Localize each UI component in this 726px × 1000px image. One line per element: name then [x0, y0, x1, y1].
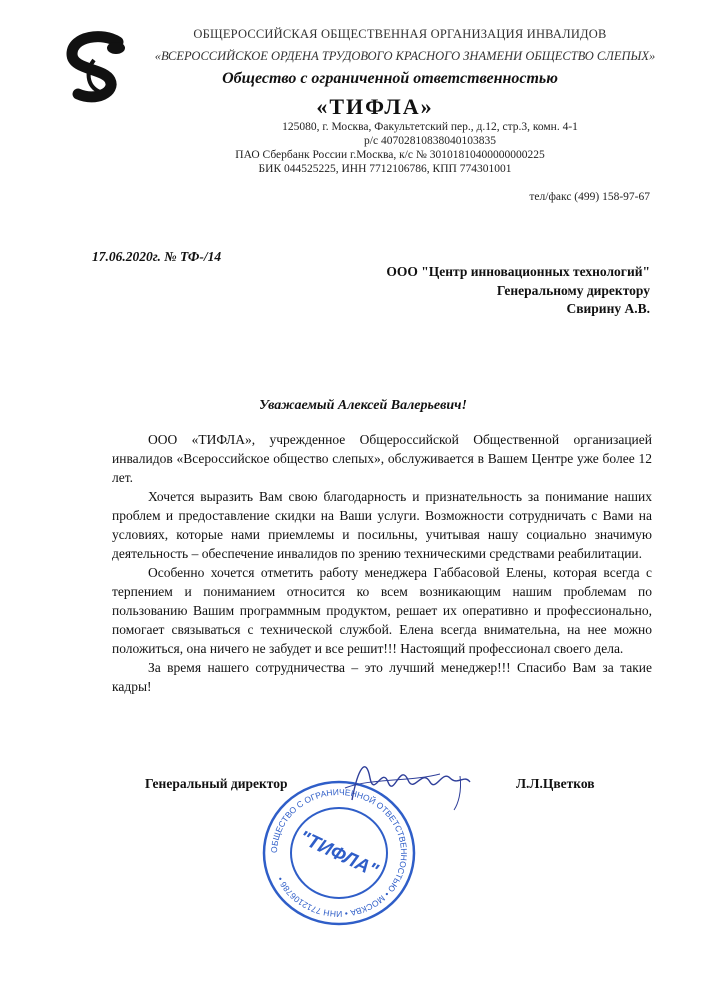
letter-reference: 17.06.2020г. № ТФ-/14	[92, 249, 222, 264]
stamp-ring-text: ОБЩЕСТВО С ОГРАНИЧЕННОЙ ОТВЕТСТВЕННОСТЬЮ • МОСКВА • ИНН 7712106786 •	[268, 786, 410, 920]
company-address: 125080, г. Москва, Факультетский пер., д.12, стр.3, комн. 4-1	[282, 121, 578, 133]
paragraph: За время нашего сотрудничества – это лучший менеджер!!! Спасибо Вам за такие кадры!	[112, 660, 652, 694]
recipient-company: ООО "Центр инновационных технологий"	[386, 264, 650, 279]
org-line-1: ОБЩЕРОССИЙСКАЯ ОБЩЕСТВЕННАЯ ОРГАНИЗАЦИЯ ИНВАЛИДОВ	[193, 27, 607, 41]
recipient-position: Генеральному директору	[496, 283, 650, 298]
company-name: «ТИФЛА»	[316, 94, 434, 119]
tax-ids: БИК 044525225, ИНН 7712106786, КПП 774301001	[258, 163, 512, 175]
handwritten-signature	[330, 748, 490, 818]
recipient-name: Свирину А.В.	[566, 301, 650, 316]
stamp-center-text: "ТИФЛА"	[295, 827, 382, 882]
bank-details: ПАО Сбербанк России г.Москва, к/с № 30101810400000000225	[235, 149, 545, 161]
phone-fax: тел/факс (499) 158-97-67	[529, 191, 650, 203]
paragraph: Хочется выразить Вам свою благодарность и признательность за понимание наших проблем и предоставление скидки на Ваши услуги. Возможности сотрудничать с Вами на условиях, которые нами приемлемы и посильны, учитывая нашу социально значимую деятельность – обеспечение инвалидов по зрению техническими средствами реабилитации.	[112, 489, 652, 561]
company-type: Общество с ограниченной ответственностью	[222, 70, 558, 87]
org-line-2: «ВСЕРОССИЙСКОЕ ОРДЕНА ТРУДОВОГО КРАСНОГО ЗНАМЕНИ ОБЩЕСТВО СЛЕПЫХ»	[154, 49, 656, 63]
letter-body	[112, 430, 652, 696]
greeting: Уважаемый Алексей Валерьевич!	[259, 398, 467, 413]
paragraph: Особенно хочется отметить работу менеджера Габбасовой Елены, которая всегда с терпением и пониманием относится ко всем возникающим нашим проблемам по пользованию Вашим программным продуктом, решает их оперативно и профессионально, помогает связываться с технической службой. Елена всегда внимательна, на нее можно положиться, она ничего не забудет и все решит!!! Настоящий профессионал своего дела.	[112, 565, 652, 656]
bank-account: р/с 40702810838040103835	[364, 135, 496, 147]
company-logo	[58, 30, 136, 110]
signatory-name: Л.Л.Цветков	[516, 776, 595, 791]
signatory-title: Генеральный директор	[145, 776, 288, 791]
paragraph: ООО «ТИФЛА», учрежденное Общероссийской Общественной организацией инвалидов «Всероссийское общество слепых», обслуживается в Вашем Центре уже более 12 лет.	[112, 432, 652, 485]
